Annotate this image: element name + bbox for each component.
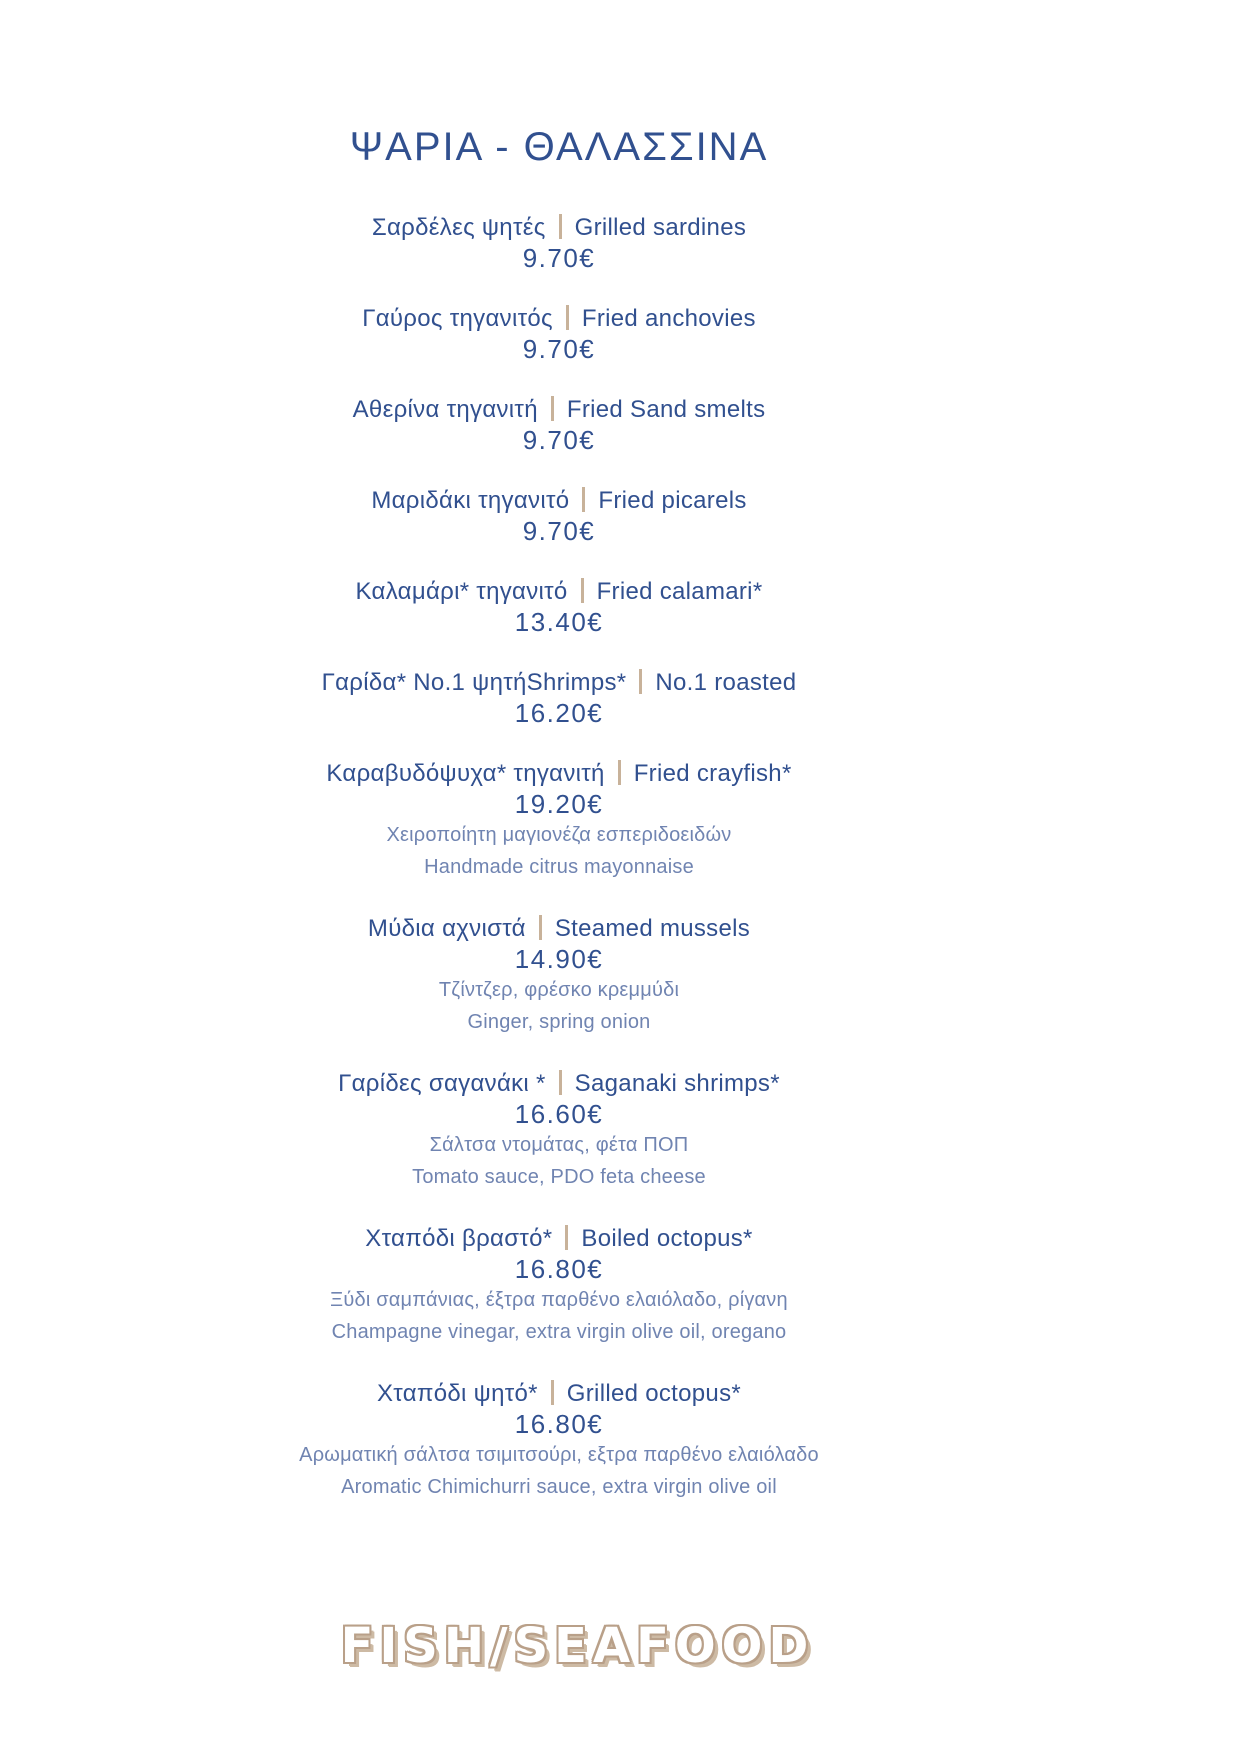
menu-item-name [0,395,1118,425]
item-price: 9.70€ [522,243,596,273]
item-price: 16.80€ [514,1409,604,1439]
menu-item [0,1379,1118,1503]
item-name-greek: Χταπόδι ψητό* [376,1380,538,1407]
item-price: 9.70€ [522,425,596,455]
menu-item [0,914,1118,1038]
item-name-greek: Αθερίνα τηγανιτή [352,396,538,423]
item-name-greek: Γαρίδες σαγανάκι * [338,1070,546,1097]
item-divider-bar [551,1380,554,1405]
item-name-english: Grilled sardines [574,214,747,241]
menu-item-name [0,1379,1118,1409]
item-price: 19.20€ [514,789,604,819]
item-name-greek: Σαρδέλες ψητές [371,214,546,241]
item-name-greek: Μαριδάκι τηγανιτό [371,487,570,514]
menu-item-name [0,1224,1118,1254]
item-description-greek: Σάλτσα ντομάτας, φέτα ΠΟΠ [429,1134,689,1156]
item-name-english: Fried picarels [598,487,747,514]
item-divider-bar [559,214,562,239]
item-divider-bar [566,305,569,330]
item-divider-bar [559,1070,562,1095]
item-divider-bar [565,1225,568,1250]
item-price: 14.90€ [514,944,604,974]
item-price: 16.80€ [514,1254,604,1284]
item-divider-bar [581,578,584,603]
item-name-english: Fried Sand smelts [566,396,766,423]
item-name-greek: Γαύρος τηγανιτός [362,305,553,332]
item-name-greek: Γαρίδα* No.1 ψητήShrimps* [321,669,627,696]
item-name-english: Steamed mussels [554,915,751,942]
item-description-english: Handmade citrus mayonnaise [424,856,694,878]
item-name-greek: Καλαμάρι* τηγανιτό [355,578,568,605]
item-divider-bar [639,669,642,694]
menu-item-name [0,914,1118,944]
item-name-english: No.1 roasted [655,669,797,696]
item-name-greek: Καραβυδόψυχα* τηγανιτή [326,760,605,787]
menu-item [0,577,1118,637]
menu-item [0,1069,1118,1193]
item-divider-bar [618,760,621,785]
menu-item [0,304,1118,364]
menu-item-name [0,668,1118,698]
page-title: ΨΑΡΙΑ - ΘΑΛΑΣΣΙΝΑ [349,125,769,169]
menu-item [0,668,1118,728]
item-name-greek: Μύδια αχνιστά [367,915,526,942]
menu-item-name [0,577,1118,607]
item-price: 16.60€ [514,1099,604,1129]
item-name-english: Fried anchovies [581,305,756,332]
item-name-english: Fried calamari* [596,578,763,605]
item-name-english: Saganaki shrimps* [574,1070,780,1097]
item-divider-bar [582,487,585,512]
item-price: 13.40€ [514,607,604,637]
menu-item-name [0,213,1118,243]
item-name-english: Boiled octopus* [581,1225,753,1252]
item-description-english: Tomato sauce, PDO feta cheese [412,1166,706,1188]
menu-item [0,213,1118,273]
item-description-english: Ginger, spring onion [467,1011,651,1033]
item-name-english: Fried crayfish* [633,760,792,787]
item-price: 9.70€ [522,334,596,364]
item-description-greek: Αρωματική σάλτσα τσιμιτσούρι, εξτρα παρθένο ελαιόλαδο [299,1444,819,1466]
menu-item-name [0,1069,1118,1099]
menu-item [0,395,1118,455]
menu-item-name [0,304,1118,334]
item-divider-bar [551,396,554,421]
menu-item [0,759,1118,883]
menu-item [0,1224,1118,1348]
menu-item-name [0,486,1118,516]
item-description-greek: Χειροποίητη μαγιονέζα εσπεριδοειδών [386,824,732,846]
item-name-english: Grilled octopus* [566,1380,742,1407]
menu-item-name [0,759,1118,789]
item-description-greek: Ξύδι σαμπάνιας, έξτρα παρθένο ελαιόλαδο, ρίγανη [330,1289,788,1311]
menu-item [0,486,1118,546]
item-price: 16.20€ [514,698,604,728]
item-divider-bar [539,915,542,940]
item-description-english: Champagne vinegar, extra virgin olive oil, oregano [331,1321,787,1343]
fish-seafood-logo: FISH/SEAFOOD [340,1618,815,1674]
item-price: 9.70€ [522,516,596,546]
item-description-greek: Τζίντζερ, φρέσκο κρεμμύδι [438,979,680,1001]
item-description-english: Aromatic Chimichurri sauce, extra virgin olive oil [341,1476,777,1498]
menu-list [0,213,1118,1503]
footer [0,1618,1241,1674]
item-name-greek: Χταπόδι βραστό* [365,1225,553,1252]
